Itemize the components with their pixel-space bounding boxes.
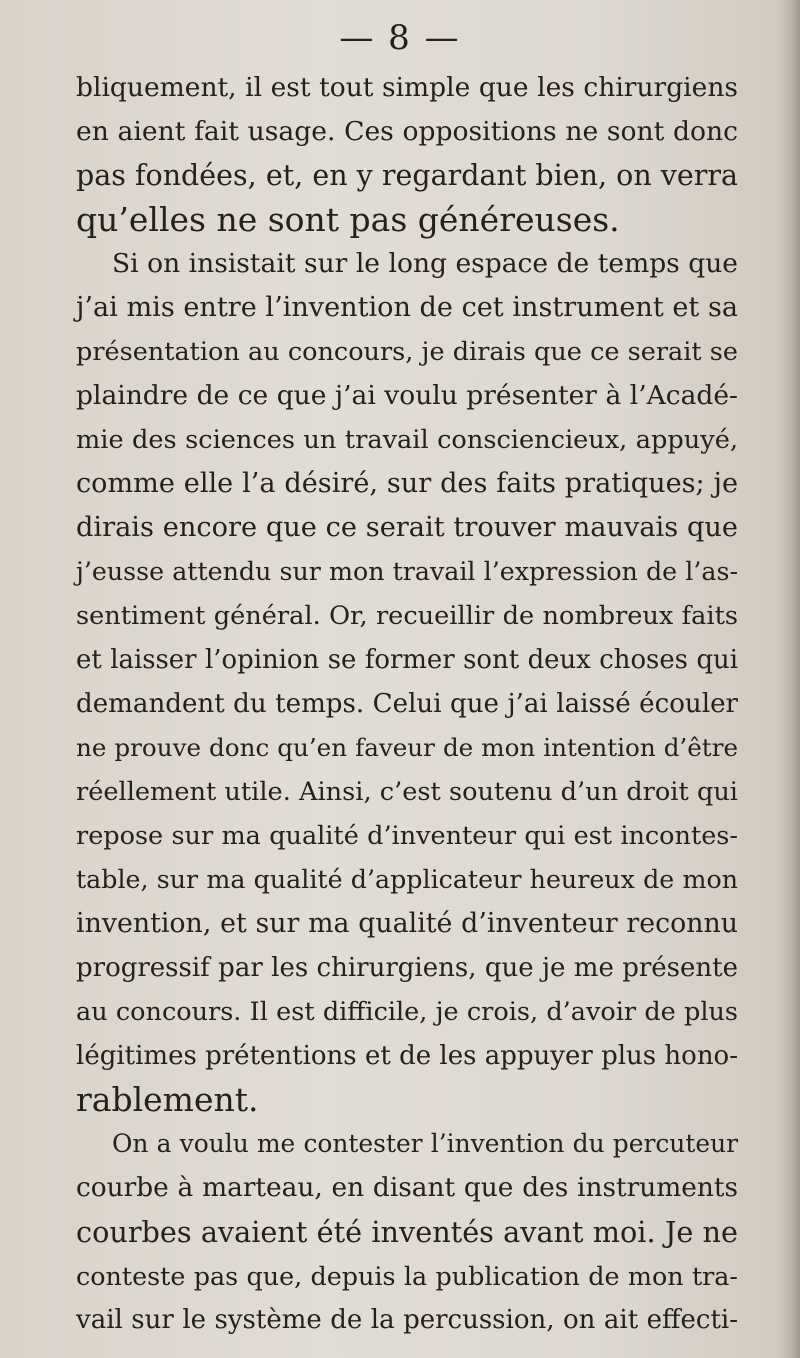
text-line: j’eusse attendu sur mon travail l’expression de l’as- [76,557,738,586]
text-line: qu’elles ne sont pas généreuses. [76,200,620,239]
text-line: vail sur le système de la percussion, on ait effecti- [76,1305,738,1335]
text-line: On a voulu me contester l’invention du percuteur [112,1129,738,1158]
text-line: j’ai mis entre l’invention de cet instrument et sa [76,292,738,323]
text-line: dirais encore que ce serait trouver mauvais que [76,512,738,543]
text-line: table, sur ma qualité d’applicateur heureux de mon [76,865,738,894]
text-line: ne prouve donc qu’en faveur de mon intention d’être [76,733,738,762]
text-line: et laisser l’opinion se former sont deux choses qui [76,645,738,675]
page-edge-shadow [778,0,800,1358]
text-line: invention, et sur ma qualité d’inventeur reconnu [76,908,738,939]
text-line: en aient fait usage. Ces oppositions ne sont donc [76,116,738,147]
text-line: courbe à marteau, en disant que des instruments [76,1172,738,1203]
text-line: plaindre de ce que j’ai voulu présenter à l’Acadé- [76,380,738,411]
body-text [76,66,738,1342]
text-line: comme elle l’a désiré, sur des faits pratiques; je [76,468,738,499]
text-line: pas fondées, et, en y regardant bien, on verra [76,159,738,192]
text-line: sentiment général. Or, recueillir de nombreux faits [76,601,738,631]
text-line: bliquement, il est tout simple que les chirurgiens [76,72,738,103]
text-line: Si on insistait sur le long espace de temps que [112,248,738,279]
text-line: demandent du temps. Celui que j’ai laissé écouler [76,689,738,719]
text-line: conteste pas que, depuis la publication de mon tra- [76,1261,738,1291]
text-line: présentation au concours, je dirais que ce serait se [76,337,738,367]
text-line: mie des sciences un travail consciencieux, appuyé, [76,425,738,455]
text-line: progressif par les chirurgiens, que je me présente [76,953,738,983]
text-line: rablement. [76,1080,259,1119]
text-line: réellement utile. Ainsi, c’est soutenu d’un droit qui [76,777,738,807]
text-line: légitimes prétentions et de les appuyer plus hono- [76,1041,738,1071]
text-line: repose sur ma qualité d’inventeur qui est incontes- [76,821,738,851]
text-line: au concours. Il est difficile, je crois, d’avoir de plus [76,997,738,1027]
page-number: — 8 — [339,18,461,58]
text-line: courbes avaient été inventés avant moi. Je ne [76,1215,738,1249]
